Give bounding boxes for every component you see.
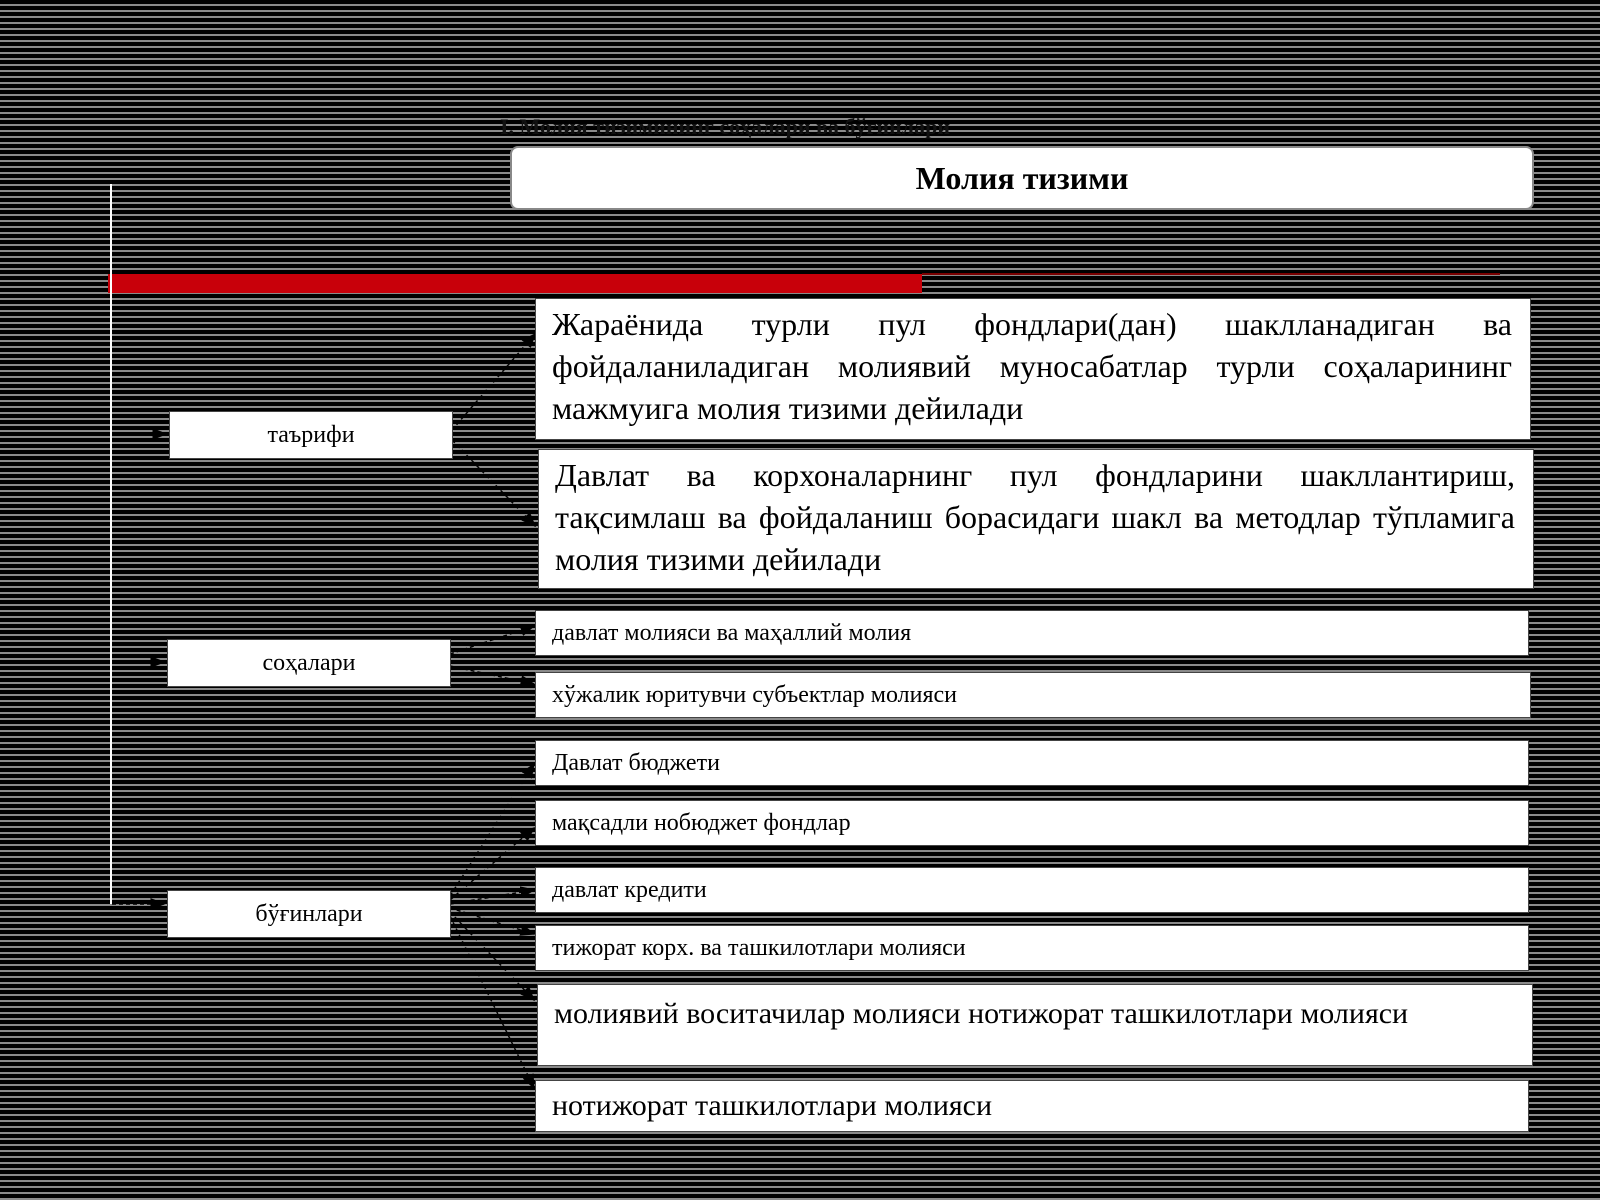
sphere-item: хўжалик юритувчи субъектлар молияси (535, 672, 1531, 718)
arrow-link-1 (450, 764, 534, 896)
arrow-link-5 (450, 912, 534, 1000)
link-item: нотижорат ташкилотлари молияси (535, 1080, 1529, 1132)
arrow-link-6 (450, 916, 534, 1088)
arrow-link-2 (450, 828, 534, 900)
arrow-link-4 (450, 908, 534, 934)
category-definition: таърифи (169, 411, 453, 459)
link-item: Давлат бюджети (535, 740, 1529, 786)
sphere-item: давлат молияси ва маҳаллий молия (535, 610, 1529, 656)
link-item: тижорат корх. ва ташкилотлари молияси (535, 925, 1529, 971)
arrow-sphere-1 (450, 626, 534, 654)
link-item: мақсадли нобюджет фондлар (535, 800, 1529, 846)
arrow-sphere-2 (450, 666, 534, 684)
category-links: бўғинлари (167, 890, 451, 938)
arrow-def-2 (452, 440, 535, 526)
link-item: молиявий воситачилар молияси нотижорат ташкилотлари молияси (537, 984, 1533, 1066)
definition-box: Давлат ва корхоналарнинг пул фондларини шакллантириш, тақсимлаш ва фойдаланиш борасидаги шакл ва методлар тўпламига молия тизими дейилади (538, 449, 1534, 589)
arrow-def-1 (452, 334, 535, 430)
category-spheres: соҳалари (167, 639, 451, 687)
arrow-link-3 (450, 890, 534, 904)
link-item: давлат кредити (535, 867, 1529, 913)
diagram-title: Молия тизими (510, 146, 1534, 210)
slide-heading: I. Молия тизимининг соҳалари ва бўғинлари (500, 114, 951, 139)
definition-box: Жараёнида турли пул фондлари(дан) шаклланадиган ва фойдаланиладиган молиявий муносабатлар турли соҳаларининг мажмуига молия тизими дейилади (535, 298, 1531, 440)
